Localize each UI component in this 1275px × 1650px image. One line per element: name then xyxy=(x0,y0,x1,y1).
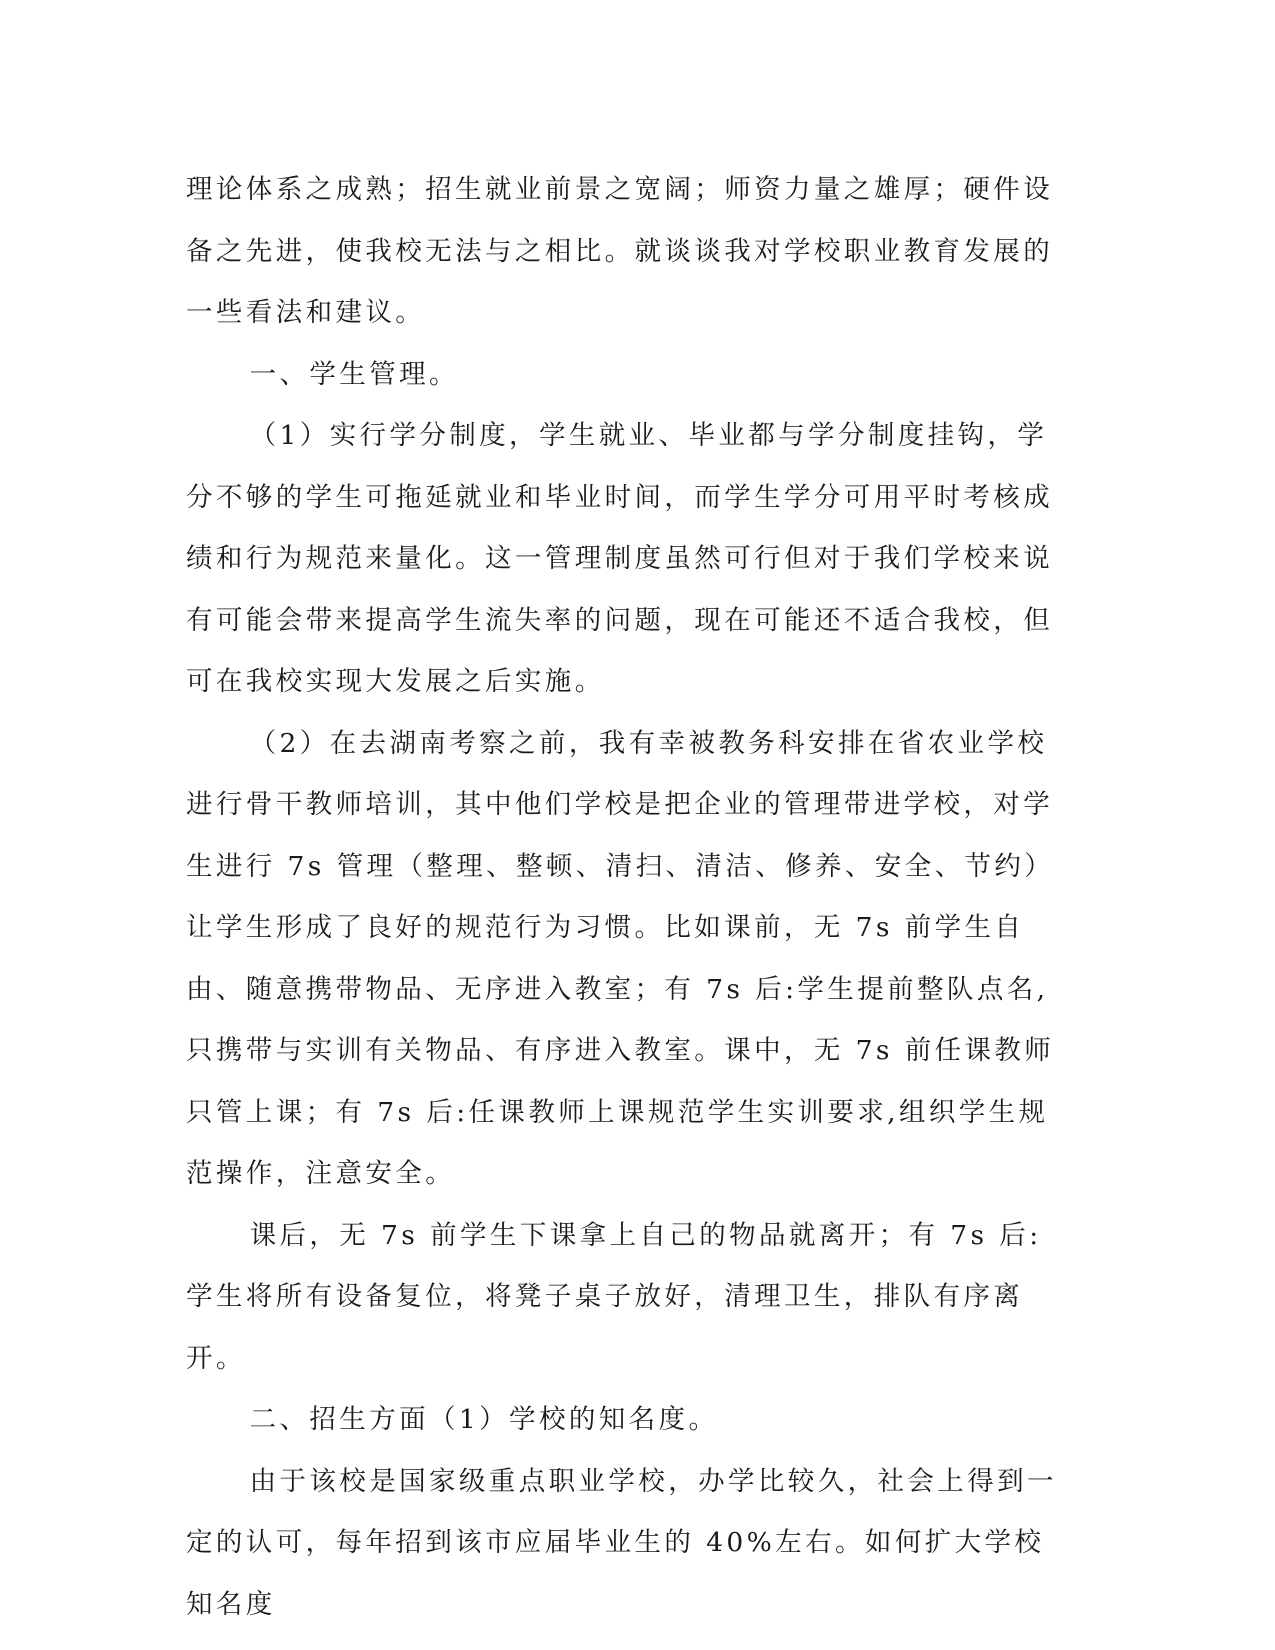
section-heading: 一、学生管理。 xyxy=(249,358,459,390)
paragraph: 课后，无 7s 前学生下课拿上自己的物品就离开；有 7s 后:学生将所有设备复位，将凳子桌子放好，清理卫生，排队有序离开。 xyxy=(186,1219,1042,1374)
section-heading: 二、招生方面（1）学校的知名度。 xyxy=(249,1404,719,1435)
paragraph: （2）在去湖南考察之前，我有幸被教务科安排在省农业学校进行骨干教师培训，其中他们学校是把企业的管理带进学校，对学生进行 7s 管理（整理、整顿、清扫、清洁、修养、安全、节约）让学生形成了良好的规范行为习惯。比如课前，无 7s 前学生自由、随意携带物品、无序进入教室；有 7s 后:学生提前整队点名,只携带与实训有关物品、有序进入教室。课中，无 7s 前任课教师只管上课；有 7s 后:任课教师上课规范学生实训要求,组织学生规范操作，注意安全。 xyxy=(186,727,1055,1189)
paragraph: 由于该校是国家级重点职业学校，办学比较久，社会上得到一定的认可，每年招到该市应届毕业生的 40%左右。如何扩大学校知名度 xyxy=(186,1465,1057,1620)
paragraph: 理论体系之成熟；招生就业前景之宽阔；师资力量之雄厚；硬件设备之先进，使我校无法与之相比。就谈谈我对学校职业教育发展的一些看法和建议。 xyxy=(186,174,1054,328)
paragraph: （1）实行学分制度，学生就业、毕业都与学分制度挂钩，学分不够的学生可拖延就业和毕业时间，而学生学分可用平时考核成绩和行为规范来量化。这一管理制度虽然可行但对于我们学校来说有可能会带来提高学生流失率的问题，现在可能还不适合我校，但可在我校实现大发展之后实施。 xyxy=(186,420,1054,697)
document-body xyxy=(186,159,1066,1635)
